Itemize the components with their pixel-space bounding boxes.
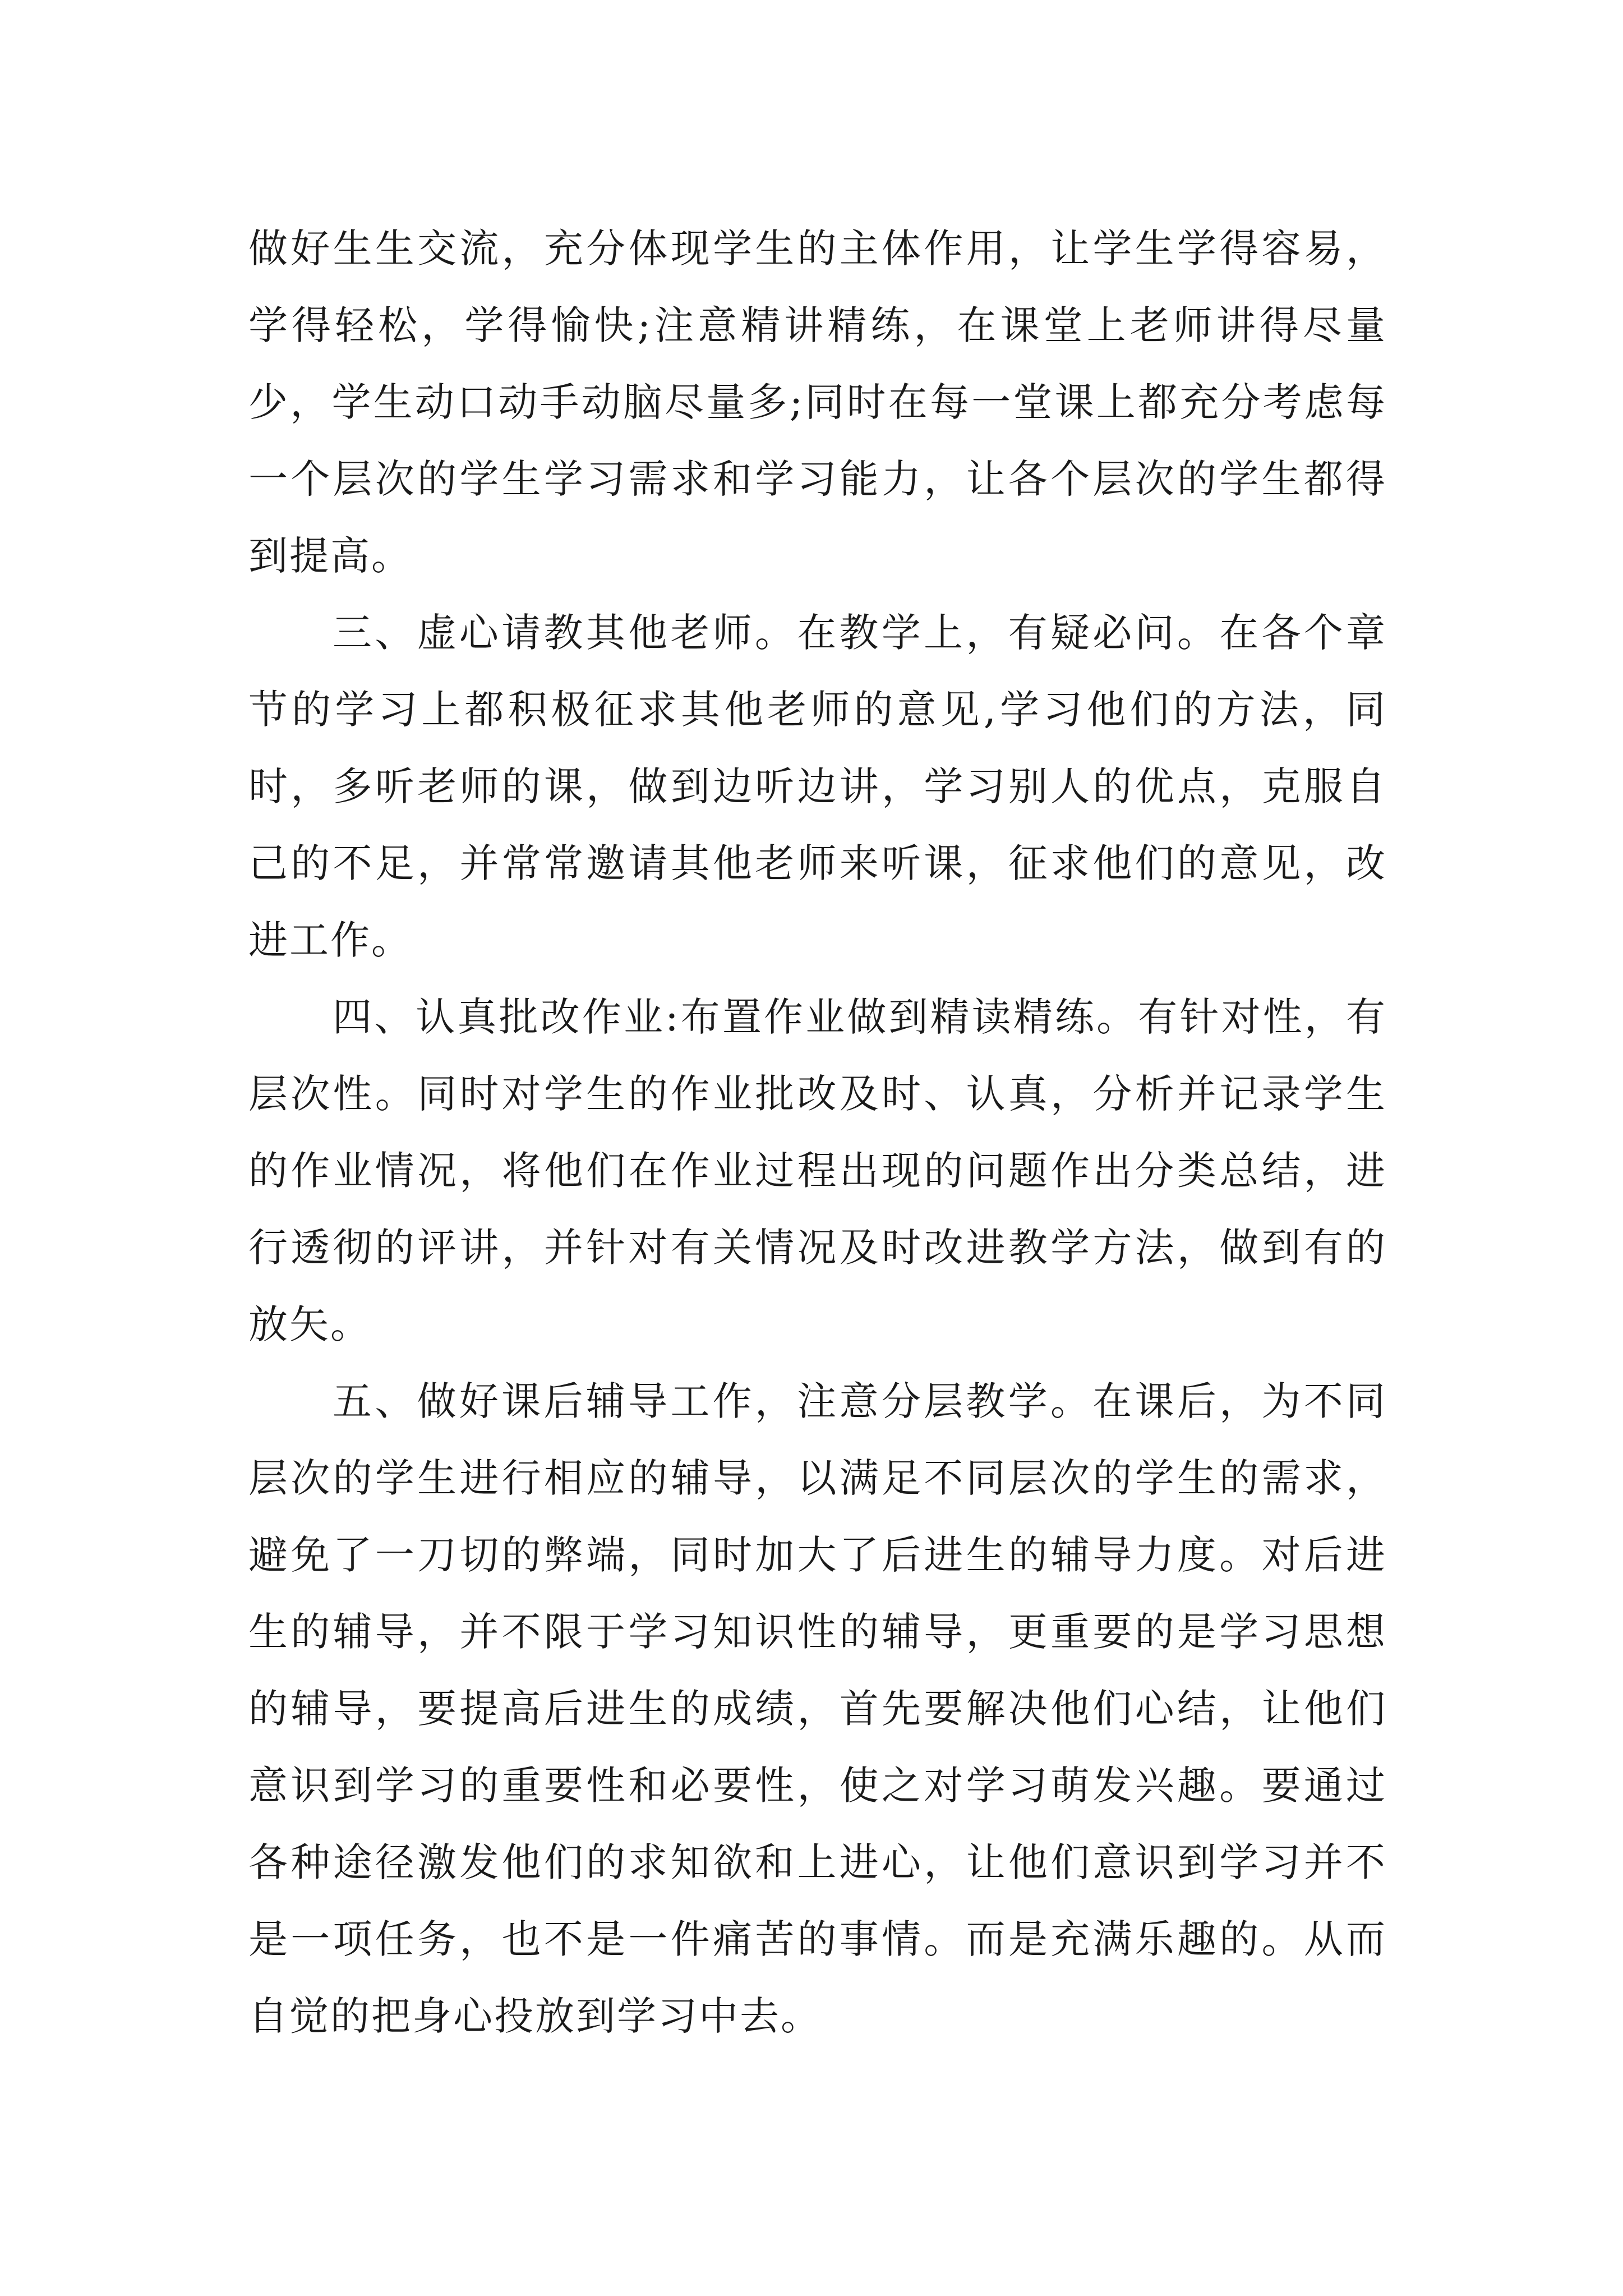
- document-body: [248, 210, 1387, 2055]
- paragraph-section-five: 五、做好课后辅导工作，注意分层教学。在课后，为不同层次的学生进行相应的辅导，以满足不同层次的学生的需求，避免了一刀切的弊端，同时加大了后进生的辅导力度。对后进生的辅导，并不限于学习知识性的辅导，更重要的是学习思想的辅导，要提高后进生的成绩，首先要解决他们心结，让他们意识到学习的重要性和必要性，使之对学习萌发兴趣。要通过各种途径激发他们的求知欲和上进心，让他们意识到学习并不是一项任务，也不是一件痛苦的事情。而是充满乐趣的。从而自觉的把身心投放到学习中去。: [248, 1378, 1387, 2039]
- paragraph-section-four: 四、认真批改作业:布置作业做到精读精练。有针对性，有层次性。同时对学生的作业批改及时、认真，分析并记录学生的作业情况，将他们在作业过程出现的问题作出分类总结，进行透彻的评讲，并针对有关情况及时改进教学方法，做到有的放矢。: [248, 994, 1387, 1347]
- paragraph-section-three: 三、虚心请教其他老师。在教学上，有疑必问。在各个章节的学习上都积极征求其他老师的意见,学习他们的方法，同时，多听老师的课，做到边听边讲，学习别人的优点，克服自己的不足，并常常邀请其他老师来听课，征求他们的意见，改进工作。: [248, 610, 1387, 963]
- paragraph-continuation: 做好生生交流，充分体现学生的主体作用，让学生学得容易，学得轻松，学得愉快;注意精讲精练，在课堂上老师讲得尽量少，学生动口动手动脑尽量多;同时在每一堂课上都充分考虑每一个层次的学生学习需求和学习能力，让各个层次的学生都得到提高。: [248, 226, 1387, 579]
